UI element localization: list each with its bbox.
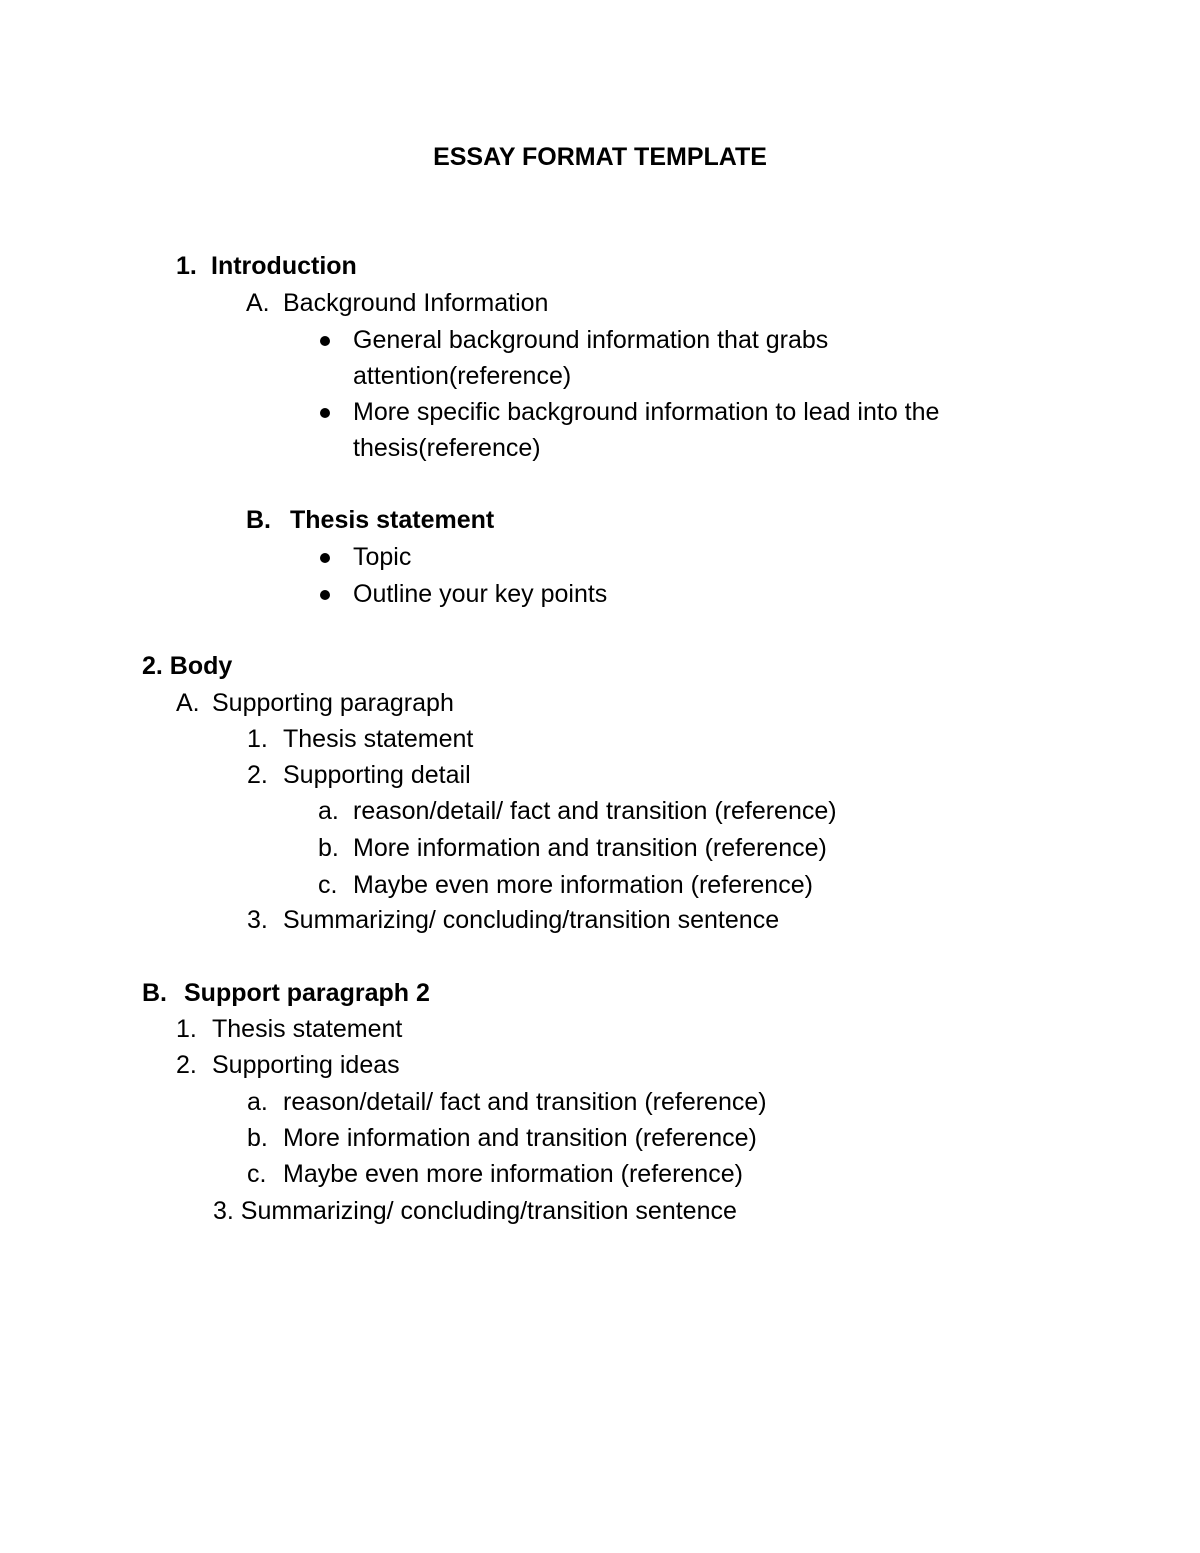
list-item: Supporting ideas: [212, 1051, 400, 1079]
list-item: More information and transition (reference): [283, 1124, 757, 1152]
list-item: Outline your key points: [353, 580, 608, 608]
list-item-marker: 1.: [176, 1015, 197, 1043]
intro-a-marker: A.: [246, 289, 270, 317]
list-item-marker: c.: [318, 871, 338, 899]
list-item-marker: 2.: [247, 761, 268, 789]
bullet-icon: [320, 408, 330, 418]
list-item: Topic: [353, 543, 412, 571]
list-item: More information and transition (reference): [353, 834, 827, 862]
bullet-icon: [320, 553, 330, 563]
page-title: ESSAY FORMAT TEMPLATE: [433, 143, 767, 171]
list-item: Summarizing/ concluding/transition sentence: [283, 906, 780, 934]
list-item: Supporting detail: [283, 761, 471, 789]
list-item-marker: 1.: [247, 725, 268, 753]
list-item-marker: 2.: [176, 1051, 197, 1079]
list-item-marker: a.: [247, 1088, 268, 1116]
list-item-marker: c.: [247, 1160, 267, 1188]
body-a-label: Supporting paragraph: [212, 689, 454, 717]
list-item: reason/detail/ fact and transition (reference): [283, 1088, 767, 1116]
list-item: Maybe even more information (reference): [283, 1160, 743, 1188]
list-item: Maybe even more information (reference): [353, 871, 813, 899]
list-item-marker: b.: [247, 1124, 268, 1152]
body-a-marker: A.: [176, 689, 200, 717]
intro-b-label: Thesis statement: [290, 506, 495, 534]
list-item: thesis(reference): [353, 434, 541, 462]
list-item-marker: 3.: [247, 906, 268, 934]
body-b-label: Support paragraph 2: [184, 979, 430, 1007]
bullet-icon: [320, 336, 330, 346]
list-item: Thesis statement: [212, 1015, 403, 1043]
intro-number: 1.: [176, 252, 197, 280]
intro-a-label: Background Information: [283, 289, 549, 317]
list-item-marker: a.: [318, 797, 339, 825]
intro-heading: Introduction: [211, 252, 357, 280]
list-item: reason/detail/ fact and transition (reference): [353, 797, 837, 825]
bullet-icon: [320, 590, 330, 600]
body-b-marker: B.: [142, 979, 167, 1007]
body-heading: 2. Body: [142, 652, 233, 680]
list-item: General background information that grabs: [353, 326, 829, 354]
intro-b-marker: B.: [246, 506, 271, 534]
list-item: Thesis statement: [283, 725, 474, 753]
list-item: More specific background information to lead into the: [353, 398, 940, 426]
list-item: 3. Summarizing/ concluding/transition sentence: [213, 1197, 737, 1225]
list-item-marker: b.: [318, 834, 339, 862]
list-item: attention(reference): [353, 362, 572, 390]
